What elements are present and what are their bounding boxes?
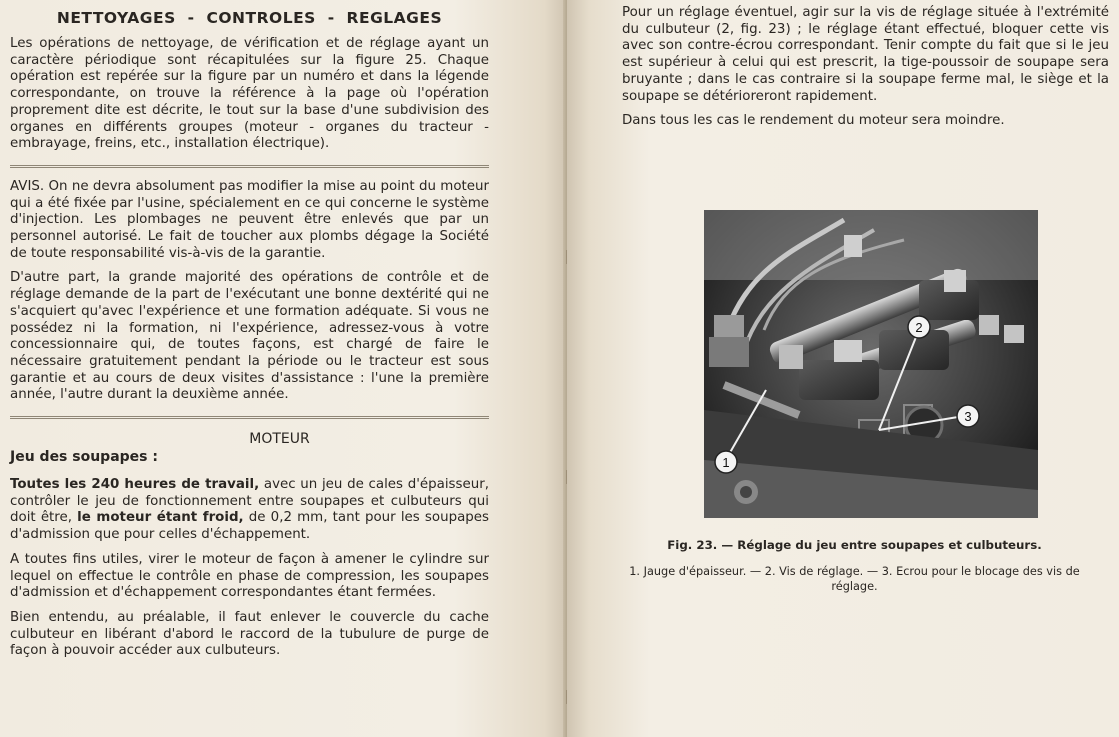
rendement-paragraph: Dans tous les cas le rendement du moteur sera moindre.	[622, 113, 1005, 129]
double-rule-bottom	[10, 416, 489, 419]
autre-paragraph: D'autre part, la grande majorité des opérations de contrôle et de réglage demande de la part de l'exécutant une bonne dextérité qui ne s'acquiert qu'avec l'expérience et une formation adéquate. Si vous ne possédez ni la formation, ni l'expérience, adressez-vous à votre concessionnaire qui, de toutes façons, est chargé de faire le nécessaire gratuitement pendant la période ou le tracteur est sous garantie et au cours de deux visites d'assistance : l'une la première année, l'autre durant la deuxième année.	[10, 270, 489, 403]
subheading: Jeu des soupapes :	[10, 449, 158, 466]
reglage-paragraph: Pour un réglage éventuel, agir sur la vis de réglage située à l'extrémité du culbuteur (2, fig. 23) ; le réglage étant effectué, bloquer cette vis avec son contre-écrou correspondant. Tenir compte du fait que si le jeu est supérieur à celui qui est prescrit, la tige-poussoir de soupape sera bruyante ; dans le cas contraire si la soupape ferme mal, le siège et la soupape se détérioreront rapidement.	[622, 5, 1109, 104]
jeu-text-1: avec un jeu de cales d'épaisseur, contrôler le jeu de fonctionnement entre soupapes et culbuteurs qui doit être,	[10, 477, 489, 526]
engine-photo	[704, 210, 1038, 518]
section-title: MOTEUR	[249, 431, 310, 448]
intro-paragraph: Les opérations de nettoyage, de vérification et de réglage ayant un caractère périodique sont récapitulées sur la figure 25. Chaque opération est repérée sur la figure par un numéro et dans la légende correspondante, on trouve la référence à la page où l'opération proprement dite est décrite, le tout sur la base d'une subdivision des organes en différents groupes (moteur - organes du tracteur - embrayage, freins, etc., installation électrique).	[10, 36, 489, 152]
jeu-bold-2: le moteur étant froid,	[77, 510, 244, 526]
jeu-text-2: de 0,2 mm, tant pour les soupapes d'admission que pour celles d'échappement.	[10, 510, 489, 543]
jeu-paragraph	[10, 477, 489, 544]
callout-2: 2	[915, 320, 923, 335]
double-rule-top	[10, 165, 489, 168]
callout-1: 1	[722, 455, 730, 470]
jeu-bold-1: Toutes les 240 heures de travail,	[10, 477, 260, 493]
figure-caption: Fig. 23. — Réglage du jeu entre soupapes et culbuteurs.	[667, 538, 1042, 552]
avis-paragraph: AVIS. On ne devra absolument pas modifier la mise au point du moteur qui a été fixée par l'usine, spécialement en ce qui concerne le système d'injection. Les plombages ne peuvent être enlevés que par un personnel autorisé. Le fait de toucher aux plombs dégage la Société de toute responsabilité vis-à-vis de la garantie.	[10, 178, 489, 261]
fins-paragraph: A toutes fins utiles, virer le moteur de façon à amener le cylindre sur lequel on effectue le contrôle en phase de compression, les soupapes d'admission et d'échappement correspondantes étant fermées.	[10, 551, 489, 601]
bien-paragraph: Bien entendu, au préalable, il faut enlever le couvercle du cache culbuteur en libérant d'abord le raccord de la tubulure de purge de façon à pouvoir accéder aux culbuteurs.	[10, 609, 489, 659]
callout-3: 3	[964, 409, 972, 424]
figure-legend: 1. Jauge d'épaisseur. — 2. Vis de réglage. — 3. Ecrou pour le blocage des vis de réglage.	[629, 565, 1080, 593]
page-title: NETTOYAGES - CONTROLES - REGLAGES	[56, 9, 443, 27]
engine-photo-illustration	[704, 210, 1038, 518]
